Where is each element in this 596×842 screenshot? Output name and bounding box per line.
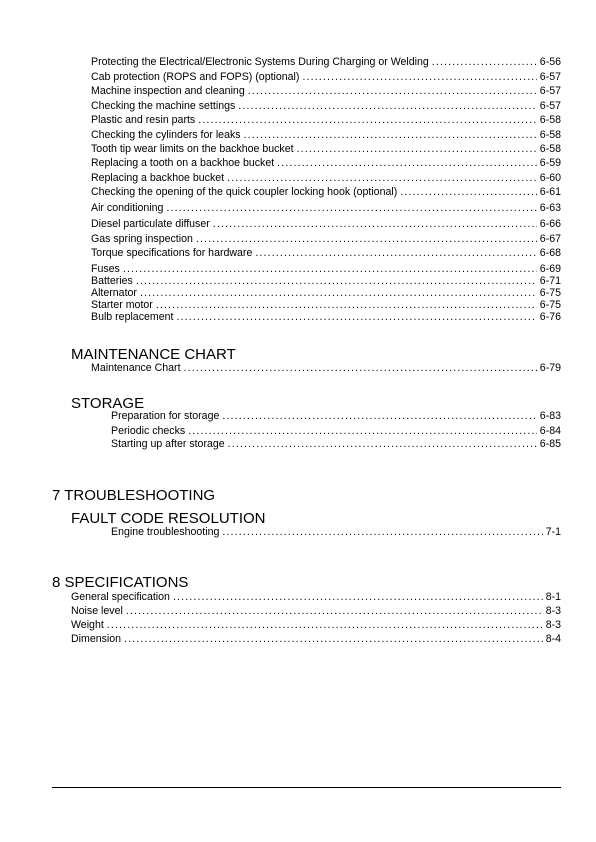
toc-entry-label: Machine inspection and cleaning [91, 85, 245, 97]
chapter-heading-troubleshooting: 7 TROUBLESHOOTING [52, 487, 216, 504]
toc-entry-page: 6-57 [539, 100, 561, 112]
toc-entry-label: Cab protection (ROPS and FOPS) (optional) [91, 71, 300, 83]
section-heading-fault-code-resolution: FAULT CODE RESOLUTION [71, 510, 266, 527]
toc-leader-dots [126, 605, 543, 618]
toc-entry[interactable] [91, 172, 561, 185]
toc-entry-page: 6-59 [539, 157, 561, 169]
toc-entry-label: Starting up after storage [111, 438, 225, 450]
toc-entry[interactable] [111, 526, 561, 539]
toc-entry-page: 8-4 [545, 633, 561, 645]
toc-entry-page: 6-84 [539, 425, 561, 437]
toc-entry[interactable] [91, 56, 561, 69]
toc-entry-page: 6-58 [539, 114, 561, 126]
toc-entry[interactable] [91, 202, 561, 215]
toc-entry-label: Engine troubleshooting [111, 526, 220, 538]
toc-entry[interactable] [111, 438, 561, 451]
toc-leader-dots [297, 143, 537, 156]
toc-entry-label: Gas spring inspection [91, 233, 193, 245]
toc-entry[interactable] [91, 129, 561, 142]
footer-rule [52, 787, 561, 788]
toc-entry-page: 6-56 [539, 56, 561, 68]
toc-leader-dots [196, 233, 537, 246]
toc-entry-page: 6-75 [539, 299, 561, 311]
toc-entry-label: Starter motor [91, 299, 153, 311]
toc-entry-page: 8-3 [545, 619, 561, 631]
toc-entry-label: Checking the opening of the quick coupler locking hook (optional) [91, 186, 398, 198]
toc-entry-label: Noise level [71, 605, 123, 617]
toc-entry[interactable] [91, 143, 561, 156]
toc-entry-page: 6-63 [539, 202, 561, 214]
toc-leader-dots [124, 633, 543, 646]
toc-entry-label: Checking the cylinders for leaks [91, 129, 241, 141]
toc-leader-dots [255, 247, 536, 260]
toc-entry-page: 6-71 [539, 275, 561, 287]
toc-entry-page: 6-69 [539, 263, 561, 275]
toc-leader-dots [222, 526, 542, 539]
toc-leader-dots [198, 114, 537, 127]
toc-entry-label: Air conditioning [91, 202, 164, 214]
toc-entry-page: 6-68 [539, 247, 561, 259]
toc-entry-label: Replacing a backhoe bucket [91, 172, 225, 184]
toc-entry-page: 6-58 [539, 129, 561, 141]
toc-entry-page: 8-1 [545, 591, 561, 603]
toc-entry[interactable] [91, 247, 561, 260]
toc-entry-page: 6-83 [539, 410, 561, 422]
toc-entry[interactable] [111, 410, 561, 423]
toc-entry-label: Replacing a tooth on a backhoe bucket [91, 157, 275, 169]
toc-entry-label: Weight [71, 619, 104, 631]
toc-leader-dots [244, 129, 537, 142]
toc-entry-label: Protecting the Electrical/Electronic Systems During Charging or Welding [91, 56, 429, 68]
toc-entry[interactable] [91, 157, 561, 170]
chapter-heading-specifications: 8 SPECIFICATIONS [52, 574, 189, 591]
toc-entry-label: Maintenance Chart [91, 362, 181, 374]
toc-entry-label: Alternator [91, 287, 137, 299]
toc-entry-label: Plastic and resin parts [91, 114, 196, 126]
toc-entry-page: 6-57 [539, 71, 561, 83]
toc-entry[interactable] [71, 619, 561, 632]
toc-entry[interactable] [91, 311, 561, 324]
toc-leader-dots [248, 85, 537, 98]
toc-entry-page: 6-58 [539, 143, 561, 155]
section-heading-storage: STORAGE [71, 395, 145, 412]
toc-leader-dots [228, 438, 537, 451]
toc-entry-label: Preparation for storage [111, 410, 220, 422]
toc-entry[interactable] [71, 605, 561, 618]
toc-leader-dots [173, 591, 543, 604]
toc-entry-page: 6-67 [539, 233, 561, 245]
toc-entry-label: Checking the machine settings [91, 100, 236, 112]
toc-entry-label: Batteries [91, 275, 133, 287]
toc-entry-page: 6-57 [539, 85, 561, 97]
toc-leader-dots [277, 157, 537, 170]
toc-leader-dots [400, 186, 537, 199]
toc-leader-dots [432, 56, 537, 69]
toc-entry[interactable] [91, 71, 561, 84]
toc-entry[interactable] [111, 425, 561, 438]
toc-entry-label: General specification [71, 591, 170, 603]
toc-entry-page: 6-76 [539, 311, 561, 323]
toc-leader-dots [166, 202, 536, 215]
toc-leader-dots [188, 425, 537, 438]
toc-entry[interactable] [71, 591, 561, 604]
toc-leader-dots [213, 218, 537, 231]
section-heading-maintenance-chart: MAINTENANCE CHART [71, 346, 236, 363]
toc-entry-label: Torque specifications for hardware [91, 247, 253, 259]
toc-entry-label: Tooth tip wear limits on the backhoe bucket [91, 143, 294, 155]
toc-entry-label: Periodic checks [111, 425, 186, 437]
toc-entry-page: 8-3 [545, 605, 561, 617]
toc-entry[interactable] [91, 186, 561, 199]
toc-leader-dots [227, 172, 537, 185]
toc-entry[interactable] [91, 233, 561, 246]
toc-entry[interactable] [91, 85, 561, 98]
toc-entry[interactable] [91, 362, 561, 375]
toc-entry-label: Bulb replacement [91, 311, 174, 323]
toc-entry-page: 6-79 [539, 362, 561, 374]
toc-leader-dots [238, 100, 537, 113]
toc-entry[interactable] [91, 114, 561, 127]
toc-leader-dots [222, 410, 536, 423]
toc-entry-label: Dimension [71, 633, 122, 645]
toc-entry-label: Diesel particulate diffuser [91, 218, 210, 230]
toc-entry-page: 7-1 [545, 526, 561, 538]
toc-entry[interactable] [91, 218, 561, 231]
toc-leader-dots [176, 311, 536, 324]
toc-entry-label: Fuses [91, 263, 120, 275]
toc-entry-page: 6-61 [539, 186, 561, 198]
toc-leader-dots [302, 71, 536, 84]
toc-entry-page: 6-75 [539, 287, 561, 299]
toc-leader-dots [107, 619, 543, 632]
toc-entry-page: 6-85 [539, 438, 561, 450]
toc-entry-page: 6-66 [539, 218, 561, 230]
toc-leader-dots [184, 362, 537, 375]
toc-entry[interactable] [91, 100, 561, 113]
toc-entry[interactable] [71, 633, 561, 646]
toc-entry-page: 6-60 [539, 172, 561, 184]
